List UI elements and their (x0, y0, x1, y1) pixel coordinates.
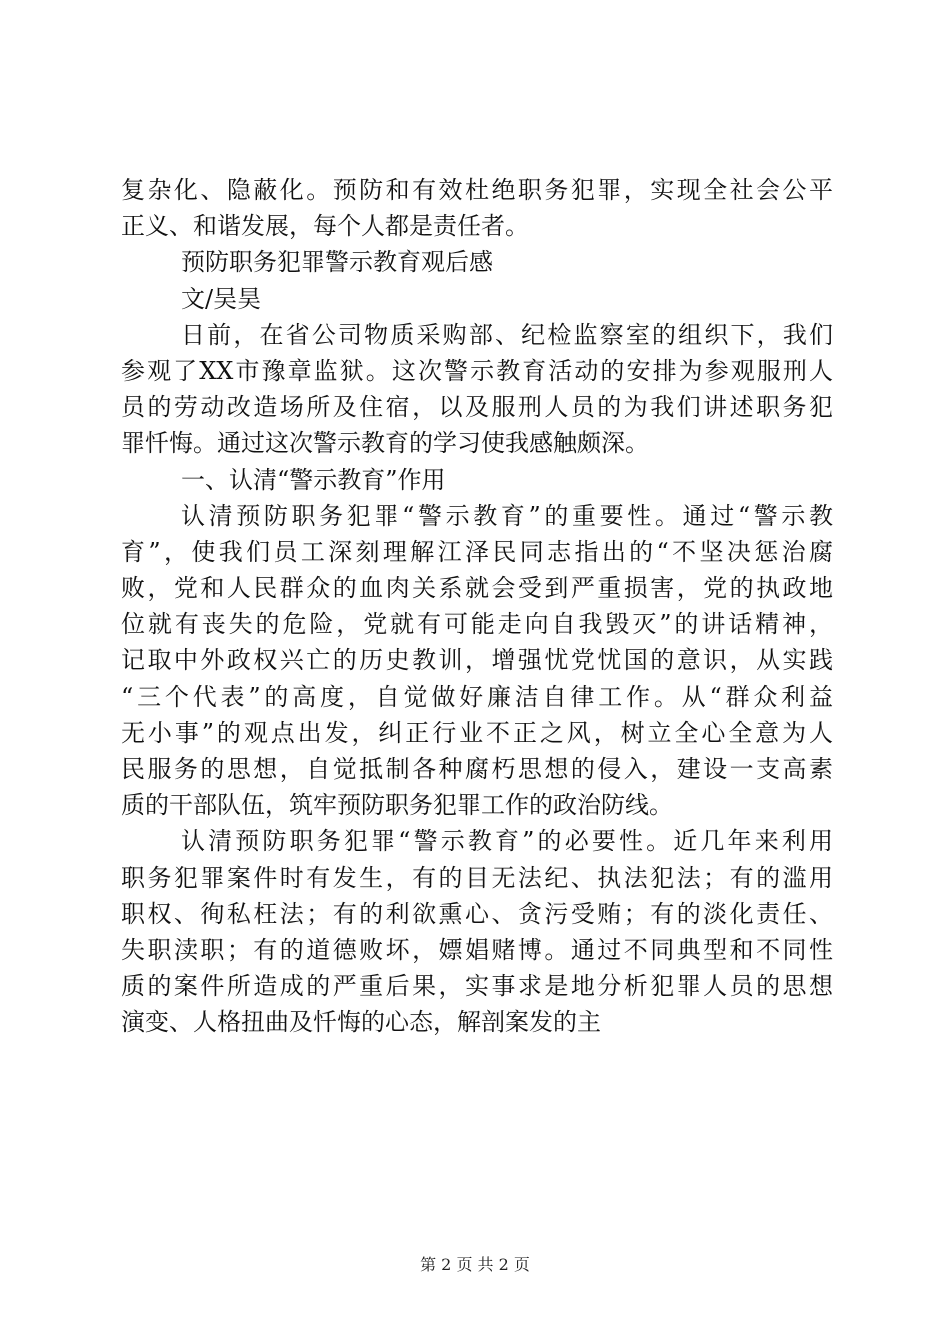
text-line: 罪忏悔。通过这次警示教育的学习使我感触颇深。 (121, 429, 649, 458)
text-line: 质的干部队伍，筑牢预防职务犯罪工作的政治防线。 (121, 791, 673, 820)
text-line: 质的案件所造成的严重后果，实事求是地分析犯罪人员的思想 (121, 972, 833, 1001)
page-footer: 第 2 页 共 2 页 (420, 1255, 530, 1274)
text-line: 民服务的思想，自觉抵制各种腐朽思想的侵入，建设一支高素 (121, 755, 833, 783)
text-line: 育”，使我们员工深刻理解江泽民同志指出的“不坚决惩治腐 (121, 537, 833, 566)
text-line: 无小事”的观点出发，纠正行业不正之风，树立全心全意为人 (121, 718, 833, 747)
text-line: 复杂化、隐蔽化。预防和有效杜绝职务犯罪，实现全社会公平 (121, 176, 833, 204)
text-line: 职务犯罪案件时有发生，有的目无法纪、执法犯法；有的滥用 (121, 863, 833, 892)
text-line: 参观了XX市豫章监狱。这次警示教育活动的安排为参观服刑人 (121, 356, 833, 385)
text-line: 员的劳动改造场所及住宿，以及服刑人员的为我们讲述职务犯 (121, 393, 833, 422)
text-line: 记取中外政权兴亡的历史教训，增强忧党忧国的意识，从实践 (121, 646, 833, 675)
text-line: 认清预防职务犯罪“警示教育”的重要性。通过“警示教 (181, 501, 833, 530)
text-line: 认清预防职务犯罪“警示教育”的必要性。近几年来利用 (181, 827, 833, 856)
text-line: 败，党和人民群众的血肉关系就会受到严重损害，党的执政地 (121, 574, 833, 603)
text-line: “三个代表”的高度，自觉做好廉洁自律工作。从“群众利益 (121, 682, 833, 711)
text-line: 失职渎职；有的道德败坏，嫖娼赌博。通过不同典型和不同性 (121, 935, 833, 964)
text-line: 日前，在省公司物质采购部、纪检监察室的组织下，我们 (181, 320, 833, 349)
text-line: 位就有丧失的危险，党就有可能走向自我毁灭”的讲话精神， (121, 610, 833, 639)
text-line: 预防职务犯罪警示教育观后感 (181, 248, 493, 277)
document-body (121, 172, 833, 1041)
text-line: 正义、和谐发展，每个人都是责任者。 (121, 212, 529, 241)
text-line: 文/吴昊 (181, 284, 262, 313)
text-line: 演变、人格扭曲及忏悔的心态，解剖案发的主 (121, 1008, 601, 1037)
text-line: 职权、徇私枉法；有的利欲熏心、贪污受贿；有的淡化责任、 (121, 899, 833, 928)
text-line: 一、认清“警示教育”作用 (181, 465, 446, 494)
